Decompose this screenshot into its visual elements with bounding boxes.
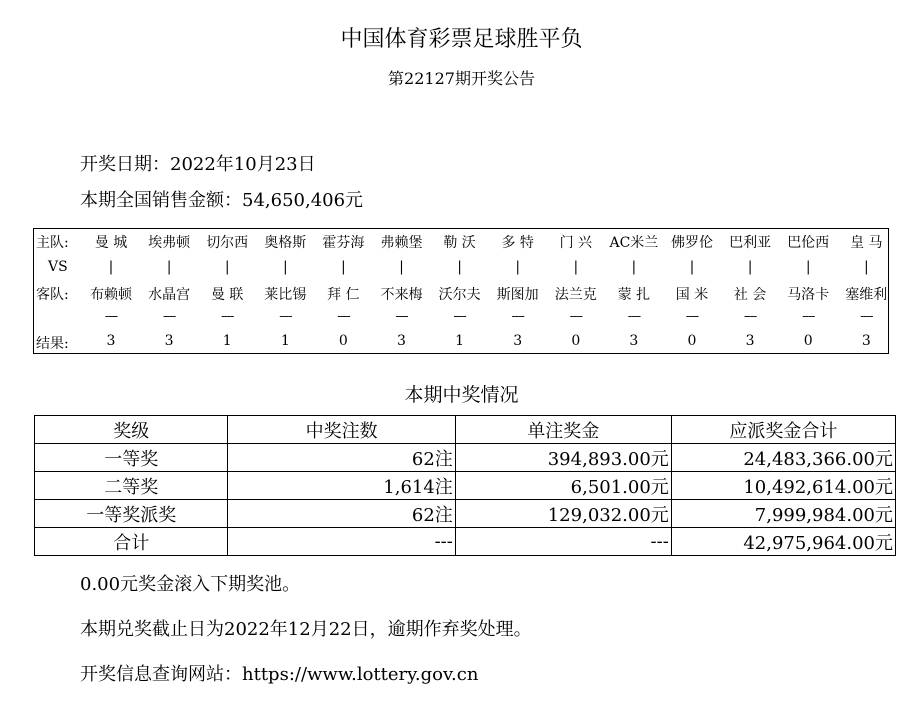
vs-separator: | [108, 259, 114, 275]
match-result: 3 [861, 333, 871, 349]
match-result: 0 [571, 333, 581, 349]
vs-separator: | [457, 259, 462, 275]
home-team: 弗赖堡 [380, 235, 423, 251]
total-prize-cell: 10,492,614.00元 [671, 472, 895, 500]
match-result: 3 [397, 333, 406, 349]
prize-section-title: 本期中奖情况 [404, 384, 519, 406]
count-cell: 62注 [228, 444, 455, 472]
away-team: 拜 仁 [327, 287, 360, 303]
home-team: 勒 沃 [443, 235, 476, 251]
dash-separator: ---- [453, 309, 466, 323]
match-grid [33, 228, 889, 354]
match-result: 3 [745, 333, 755, 349]
prize-row-first [35, 444, 896, 472]
draw-date: 开奖日期：2022年10月23日 [80, 154, 316, 175]
away-team: 布赖顿 [90, 287, 132, 303]
away-team: 塞维利 [845, 287, 888, 303]
vs-label: VS [48, 259, 68, 275]
count-cell: --- [228, 528, 455, 556]
home-team: 门 兴 [559, 235, 593, 251]
vs-separator: | [399, 259, 404, 275]
prize-row-second [35, 472, 896, 500]
level-cell: 一等奖派奖 [35, 500, 228, 528]
match-result: 3 [629, 333, 639, 349]
away-team: 莱比锡 [264, 287, 307, 303]
match-result: 3 [106, 333, 116, 349]
unit-prize-cell: 129,032.00元 [455, 500, 671, 528]
prize-table [34, 415, 896, 556]
match-result: 1 [222, 333, 232, 349]
home-team: 曼 城 [94, 235, 128, 251]
vs-separator: | [282, 259, 288, 275]
vs-separator: | [166, 259, 172, 275]
total-prize-cell: 7,999,984.00元 [671, 500, 895, 528]
dash-separator: ---- [104, 309, 118, 323]
dash-separator: ---- [337, 309, 350, 323]
dash-separator: ---- [162, 309, 176, 323]
header-unit-prize: 单注奖金 [455, 416, 671, 444]
level-cell: 合计 [35, 528, 228, 556]
dash-separator: ---- [802, 309, 815, 323]
away-team: 水晶宫 [148, 287, 191, 303]
unit-prize-cell: --- [455, 528, 671, 556]
level-cell: 二等奖 [35, 472, 228, 500]
count-cell: 62注 [228, 500, 455, 528]
home-team: 皇 马 [850, 235, 883, 251]
website-note: 开奖信息查询网站：https://www.lottery.gov.cn [80, 664, 479, 685]
count-cell: 1,614注 [228, 472, 455, 500]
away-team: 不来梅 [380, 287, 423, 303]
match-result: 3 [513, 333, 523, 349]
result-label: 结果: [36, 336, 69, 352]
away-label: 客队: [36, 287, 69, 303]
away-team: 社 会 [733, 287, 767, 303]
home-team: 霍芬海 [322, 235, 365, 251]
dash-separator: ---- [627, 309, 640, 323]
dash-separator: ---- [685, 309, 699, 323]
header-level: 奖级 [35, 416, 228, 444]
home-team: AC米兰 [609, 235, 659, 251]
match-result: 0 [338, 333, 348, 349]
prize-row-bonus [35, 500, 896, 528]
deadline-note: 本期兑奖截止日为2022年12月22日，逾期作弃奖处理。 [80, 619, 532, 640]
vs-separator: | [224, 259, 230, 275]
home-team: 巴伦西 [787, 235, 830, 251]
away-team: 法兰克 [554, 287, 597, 303]
home-team: 奥格斯 [264, 235, 307, 251]
match-result: 3 [164, 333, 174, 349]
match-result: 1 [455, 333, 465, 349]
total-prize-cell: 42,975,964.00元 [671, 528, 895, 556]
vs-separator: | [863, 259, 869, 275]
vs-separator: | [515, 259, 521, 275]
match-result: 0 [803, 333, 813, 349]
match-result: 1 [280, 333, 290, 349]
dash-separator: ---- [743, 309, 757, 323]
away-team: 沃尔夫 [438, 287, 481, 303]
total-prize-cell: 24,483,366.00元 [671, 444, 895, 472]
unit-prize-cell: 394,893.00元 [455, 444, 671, 472]
vs-separator: | [573, 259, 579, 275]
match-result: 0 [687, 333, 697, 349]
unit-prize-cell: 6,501.00元 [455, 472, 671, 500]
dash-separator: ---- [279, 309, 292, 323]
home-team: 佛罗伦 [671, 235, 713, 251]
header-count: 中奖注数 [228, 416, 455, 444]
away-team: 马洛卡 [787, 287, 830, 303]
header-total-prize: 应派奖金合计 [671, 416, 895, 444]
rollover-note: 0.00元奖金滚入下期奖池。 [80, 574, 301, 595]
away-team: 斯图加 [496, 287, 539, 303]
issue-subtitle: 第22127期开奖公告 [388, 69, 535, 88]
page-title: 中国体育彩票足球胜平负 [340, 27, 583, 52]
sales-amount: 本期全国销售金额：54,650,406元 [80, 190, 364, 211]
vs-separator: | [341, 259, 346, 275]
vs-separator: | [689, 259, 695, 275]
home-team: 埃弗顿 [148, 235, 191, 251]
away-team: 国 米 [675, 287, 709, 303]
dash-separator: ---- [395, 309, 408, 323]
vs-separator: | [805, 259, 811, 275]
away-team: 曼 联 [210, 287, 244, 303]
home-team: 巴利亚 [729, 235, 772, 251]
away-team: 蒙 扎 [617, 287, 651, 303]
prize-row-total [35, 528, 896, 556]
dash-separator: ---- [511, 309, 524, 323]
dash-separator: ---- [860, 309, 873, 323]
dash-separator: ---- [569, 309, 582, 323]
vs-separator: | [747, 259, 753, 275]
dash-separator: ---- [221, 309, 234, 323]
home-label: 主队: [36, 235, 69, 251]
prize-header-row [35, 416, 896, 444]
level-cell: 一等奖 [35, 444, 228, 472]
home-team: 多 特 [501, 235, 534, 251]
vs-separator: | [631, 259, 637, 275]
home-team: 切尔西 [206, 235, 249, 251]
